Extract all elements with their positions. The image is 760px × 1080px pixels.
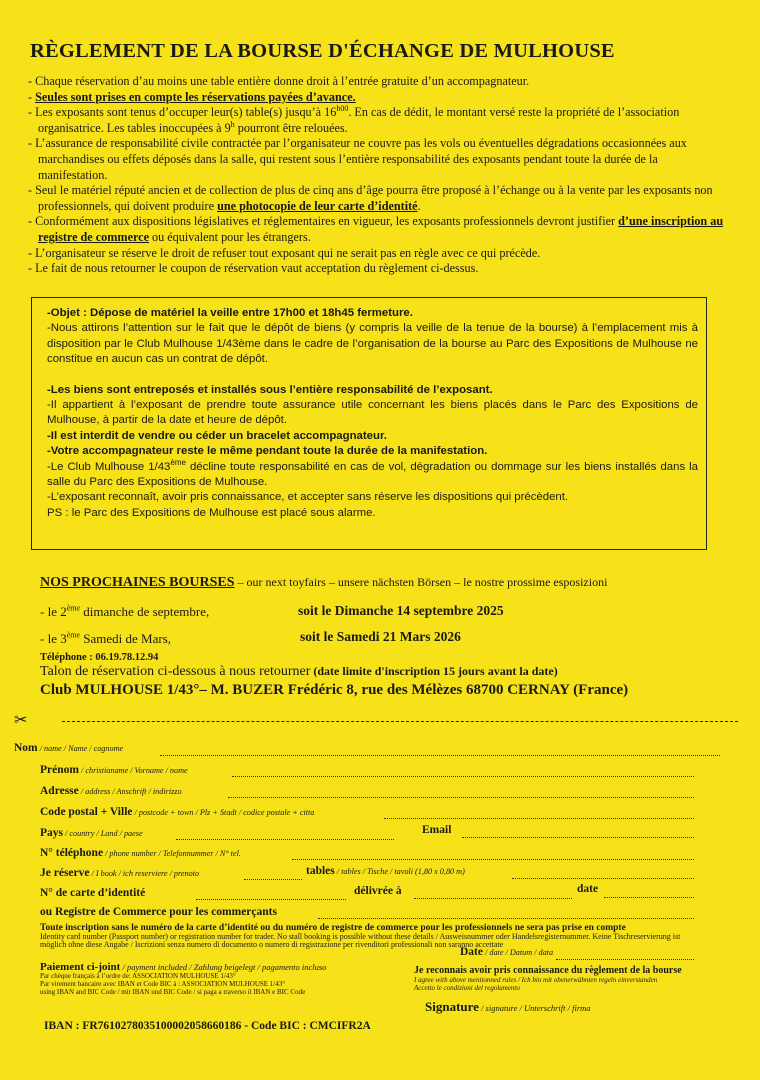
box-paragraph: -Il appartient à l’exposant de prendre toute assurance utile concernant les biens placés dans le Parc des Expositions de Mulhouse, à partir de la date et heure de dépôt.	[47, 399, 698, 427]
field-row-signature-date	[460, 946, 553, 962]
rules-list	[28, 74, 728, 277]
issue-date-field[interactable]	[604, 886, 694, 898]
rule-item: - L’assurance de responsabilité civile contractée par l’organisateur ne couvre pas les vols ou éventuelles dégradations occasionnées aux marchandises ou effets déposés dans la salle, qui restent sous l’entière responsabilité des exposants pendant toute la durée de la manifestation.	[28, 136, 728, 183]
scissors-icon: ✂	[14, 712, 28, 729]
field-hint: / address / Anschrift / indirizzo	[78, 787, 182, 796]
box-paragraph: -Les biens sont entreposés et installés sous l’entière responsabilité de l’exposant.	[47, 383, 493, 396]
field-hint: / country / Land / paese	[63, 829, 143, 838]
field-label: Code postal + Ville	[40, 806, 133, 818]
pays-field[interactable]	[176, 828, 394, 840]
postcode-city-field[interactable]	[384, 807, 694, 819]
rule-item: - Chaque réservation d’au moins une table entière donne droit à l’entrée gratuite d’un accompagnateur.	[28, 74, 728, 90]
field-row-postcode	[40, 806, 314, 822]
next-fairs-title: NOS PROCHAINES BOURSES	[40, 575, 235, 590]
field-row-reserve	[40, 867, 199, 883]
rule-text: ou équivalent pour les étrangers.	[148, 229, 311, 244]
field-row-adresse	[40, 785, 182, 801]
agreement-translation: I agree with above mentionned rules / Ich bin mit obenerwähnten regeln einverstanden	[414, 976, 658, 984]
box-paragraph: -Nous attirons l’attention sur le fait que le dépôt de biens (y compris la veille de la tenue de la bourse) à l’emplacement mis à disposition par le Club Mulhouse 1/43ème dans le cadre de l’organisation de la bourse au Parc des Expositions de Mulhouse ne constitue en aucun cas un contrat de dépôt.	[47, 322, 698, 366]
rule-text: pourront être relouées.	[234, 120, 348, 135]
field-label: Date	[460, 946, 483, 958]
note-main: Toute inscription sans le numéro de la carte d’identité ou du numéro de registre de commerce pour les professionnels ne sera pas prise en compte	[40, 923, 626, 933]
box-paragraph: -Votre accompagnateur reste le même pendant toute la durée de la manifestation.	[47, 445, 488, 458]
field-hint: / christianame / Vorname / nome	[78, 766, 188, 775]
field-row-pays	[40, 827, 143, 843]
date-sup: ème	[66, 603, 81, 613]
rule-emphasis: une photocopie de leur carte d’identité	[217, 198, 418, 213]
field-row-id-card	[40, 887, 145, 903]
signature-field[interactable]	[425, 999, 591, 1015]
box-text: -Le Club Mulhouse 1/43	[47, 460, 171, 473]
field-row-issued	[354, 885, 402, 901]
field-row-email	[422, 824, 451, 840]
signature-hint: / signature / Unterschrift / firma	[478, 1003, 591, 1013]
rule-item: - Le fait de nous retourner le coupon de réservation vaut acceptation du règlement ci-dessus.	[28, 261, 728, 277]
rule-sup: h00	[336, 104, 349, 114]
agreement-text: Je reconnais avoir pris connaissance du règlement de la bourse	[414, 965, 682, 976]
rule-sup: h	[230, 119, 235, 129]
field-hint: / name / Name / cognome	[37, 744, 124, 753]
signature-date-field[interactable]	[556, 948, 694, 960]
tables-extra-field[interactable]	[512, 867, 694, 879]
agreement-translation: Accetto le condizioni del regolamento	[414, 984, 520, 992]
field-hint: / tables / Tische / tavoli (1,80 x 0,80 m)	[334, 867, 465, 876]
id-card-field[interactable]	[196, 888, 346, 900]
rule-emphasis: Seules sont prises en compte les réservations payées d’avance.	[35, 89, 356, 104]
field-row-prenom	[40, 764, 188, 780]
rule-item: - L’organisateur se réserve le droit de refuser tout exposant qui ne serait pas en règle avec ce qui précède.	[28, 246, 728, 262]
box-object-title: -Objet : Dépose de matériel la veille entre 17h00 et 18h45 fermeture.	[47, 307, 413, 319]
nom-field[interactable]	[160, 744, 720, 756]
rule-text: Conformément aux dispositions législatives et réglementaires en vigueur, les exposants professionnels devront justifier	[35, 214, 619, 229]
field-label: Adresse	[40, 785, 79, 797]
id-required-note	[40, 924, 700, 950]
next-fair-rule-2	[40, 631, 171, 647]
adresse-field[interactable]	[228, 786, 694, 798]
box-paragraph: PS : le Parc des Expositions de Mulhouse est placé sous alarme.	[47, 506, 376, 519]
field-label: Email	[422, 824, 452, 836]
date-text: Samedi de Mars,	[80, 631, 172, 646]
box-paragraph: -Il est interdit de vendre ou céder un bracelet accompagnateur.	[47, 429, 387, 442]
coupon-instructions	[40, 664, 558, 680]
signature-label: Signature	[425, 999, 479, 1014]
field-label: N° téléphone	[40, 847, 104, 859]
telephone-field[interactable]	[292, 848, 694, 860]
field-hint: / date / Datum / data	[483, 948, 554, 957]
rule-item	[28, 183, 728, 214]
rule-text: . En cas de dédit, le montant versé reste la propriété de l’association organisatrice. Les tables inoccupées à 9	[38, 105, 680, 135]
field-hint: / I book / ich reserviere / prenoto	[89, 869, 200, 878]
rule-item	[28, 214, 728, 245]
field-label: tables	[306, 865, 335, 877]
rule-item	[28, 90, 728, 106]
rule-text: Les exposants sont tenus d’occuper leur(s) table(s) jusqu’à 16	[35, 105, 337, 120]
tables-quantity-field[interactable]	[244, 868, 302, 880]
coupon-text: Talon de réservation ci-dessous à nous retourner	[40, 664, 311, 679]
page-title: RÈGLEMENT DE LA BOURSE D'ÉCHANGE DE MULHOUSE	[30, 40, 615, 62]
field-row-telephone	[40, 847, 241, 863]
next-fair-date-2: soit le Samedi 21 Mars 2026	[300, 629, 461, 644]
cut-line	[14, 714, 738, 728]
field-hint: / phone number / Telefonnummer / N° tel.	[103, 849, 241, 858]
date-text: - le 3	[40, 631, 67, 646]
date-text: - le 2	[40, 604, 67, 619]
email-field[interactable]	[462, 826, 694, 838]
next-fairs-subtitle: – our next toyfairs – unsere nächsten Börsen – le nostre prossime esposizioni	[234, 575, 608, 589]
bank-details: IBAN : FR7610278035100002058660186 - Code BIC : CMCIFR2A	[44, 1020, 371, 1032]
field-row-nom	[14, 742, 123, 758]
field-row-date	[577, 883, 598, 899]
box-paragraph	[47, 457, 698, 491]
agreement-section	[414, 965, 734, 992]
next-fair-date-1: soit le Dimanche 14 septembre 2025	[298, 603, 504, 618]
rule-text: .	[417, 198, 421, 213]
field-label: Prénom	[40, 764, 79, 776]
field-label: date	[577, 883, 599, 895]
box-sup: ème	[170, 457, 186, 467]
payment-section	[40, 962, 400, 996]
deposit-conditions-box	[31, 297, 707, 550]
rule-text: Seul le matériel réputé ancien et de collection de plus de cinq ans d’âge pourra être proposé à l’échange ou à la vente par les exposants non professionnels, qui doivent produire	[35, 183, 713, 213]
field-label: ou Registre de Commerce pour les commerçants	[40, 906, 277, 918]
field-label: Pays	[40, 827, 63, 839]
field-row-registre	[40, 906, 277, 922]
field-row-tables	[306, 865, 465, 881]
payment-hint: / payment included / Zahlung beigelegt / pagamento incluso	[120, 962, 327, 972]
club-address: Club MULHOUSE 1/43°– M. BUZER Frédéric 8, rue des Mélèzes 68700 CERNAY (France)	[40, 682, 629, 698]
field-label: Je réserve	[40, 867, 90, 879]
rule-item	[28, 105, 728, 136]
box-text: décline toute responsabilité en cas de vol, dégradation ou dommage sur les biens installés dans la salle du Parc des Expositions de Mulhouse.	[47, 460, 698, 489]
issued-at-field[interactable]	[414, 887, 572, 899]
payment-label: Paiement ci-joint	[40, 961, 121, 973]
phone-number: Téléphone : 06.19.78.12.94	[40, 652, 159, 663]
trade-register-field[interactable]	[318, 907, 694, 919]
payment-transfer: Par virement bancaire avec IBAN et Code BIC à : ASSOCIATION MULHOUSE 1/43°	[40, 980, 286, 988]
rule-emphasis: d’une inscription au registre de commerce	[38, 214, 724, 244]
box-paragraph: -L’exposant reconnaît, avoir pris connaissance, et accepter sans réserve les dispositions qui précèdent.	[47, 491, 569, 504]
field-label: délivrée à	[354, 885, 402, 897]
next-fair-rule-1	[40, 604, 209, 620]
field-hint: / postcode + town / Plz + Stadt / codice postale + citta	[132, 808, 315, 817]
prenom-field[interactable]	[232, 765, 694, 777]
field-label: N° de carte d’identité	[40, 887, 146, 899]
payment-cheque: Par chèque français à l’ordre de: ASSOCIATION MULHOUSE 1/43°	[40, 972, 236, 980]
note-translations: Identity card number (Passport number) or registration number for trader. No stall booking is possible without these details / Ausweisnummer oder Handelsregisternummer. Keine Tischreservierung ist möglich ohne diese Angabe / Iscrizioni senza numero di documento o numero di registrazione per rivenditori professionali non saranno accettate	[40, 931, 681, 950]
payment-transfer-translations: using IBAN and BIC Code / mit IBAN und BIC Code / si paga a traverso il IBAN e BIC Code	[40, 988, 306, 996]
date-sup: ème	[66, 630, 81, 640]
next-fairs-heading	[40, 575, 607, 591]
field-label: Nom	[14, 742, 38, 754]
coupon-deadline: (date limite d'inscription 15 jours avant la date)	[310, 664, 558, 678]
date-text: dimanche de septembre,	[80, 604, 210, 619]
